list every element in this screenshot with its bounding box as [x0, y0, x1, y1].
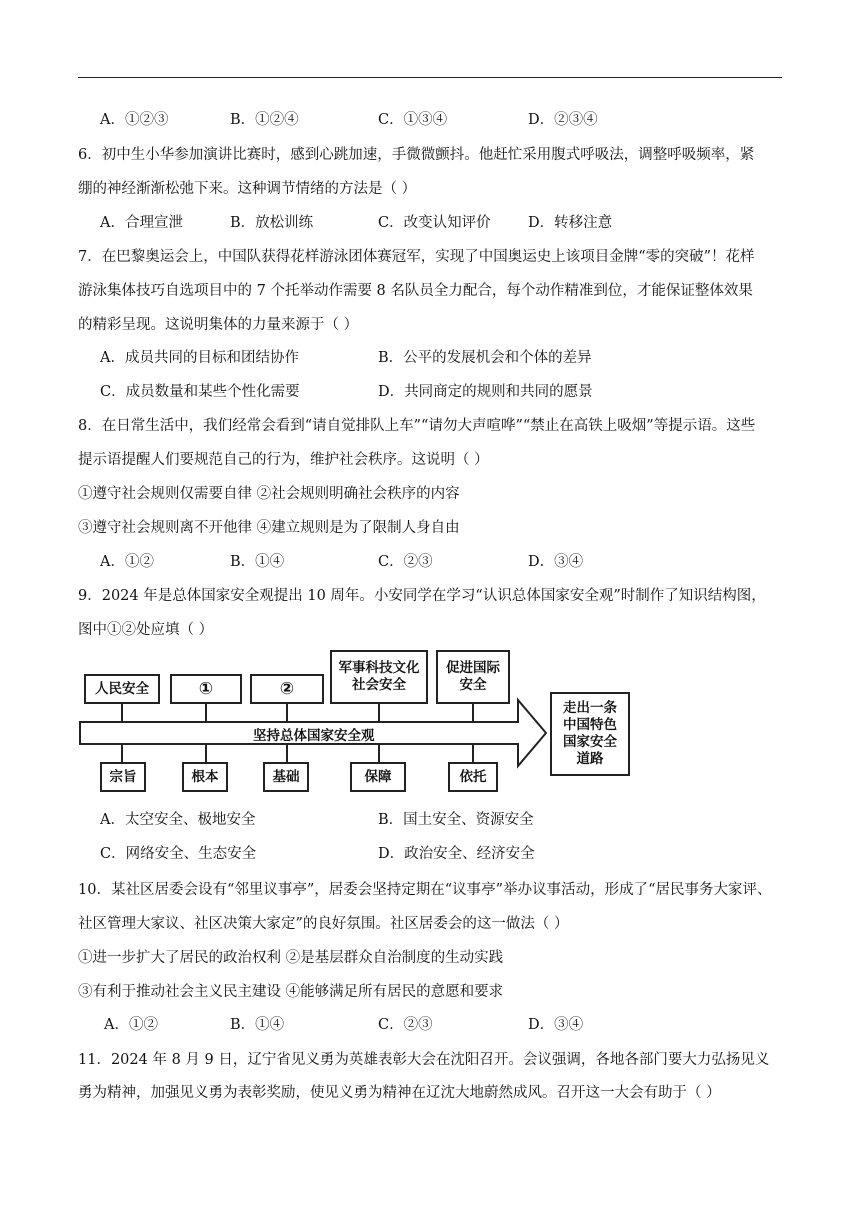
q6-option-a[interactable]: A．合理宣泄 [100, 215, 183, 231]
q9-option-a[interactable]: A．太空安全、极地安全 [100, 812, 256, 828]
q7-option-a[interactable]: A．成员共同的目标和团结协作 [100, 350, 299, 366]
q10-statements-2: ③有利于推动社会主义民主建设 ④能够满足所有居民的意愿和要求 [78, 984, 504, 1000]
arrow-label: 坚持总体国家安全观 [253, 728, 375, 744]
q7-option-d[interactable]: D．共同商定的规则和共同的愿景 [378, 384, 593, 400]
top-box-people-security: 人民安全 [84, 674, 160, 704]
q10-option-d[interactable]: D．③④ [528, 1017, 584, 1033]
result-line3: 国家安全 [563, 734, 617, 750]
top-box-5-line1: 促进国际 [446, 660, 500, 676]
bottom-stem-2 [205, 744, 207, 762]
q10-option-a[interactable]: A．①② [104, 1017, 158, 1033]
q9-option-b[interactable]: B．国土安全、资源安全 [378, 812, 534, 828]
top-box-blank-1: ① [170, 674, 242, 704]
top-box-4-line1: 军事科技文化 [338, 660, 420, 676]
top-stem-5 [472, 704, 474, 722]
bottom-box-basis: 基础 [263, 762, 309, 792]
q10-statements-1: ①进一步扩大了居民的政治权利 ②是基层群众自治制度的生动实践 [78, 950, 504, 966]
q8-option-a[interactable]: A．①② [100, 554, 154, 570]
top-box-5-line2: 安全 [459, 677, 487, 693]
top-stem-1 [121, 704, 123, 722]
q8-statements-2: ③遵守社会规则离不开他律 ④建立规则是为了限制人身自由 [78, 520, 460, 536]
q6-option-c[interactable]: C．改变认知评价 [378, 215, 491, 231]
q6-option-d[interactable]: D．转移注意 [528, 215, 613, 231]
q7-stem-line3: 的精彩呈现。这说明集体的力量来源于（ ） [78, 317, 359, 333]
q7-option-c[interactable]: C．成员数量和某些个性化需要 [100, 384, 300, 400]
q5-option-a[interactable]: A．①②③ [100, 112, 169, 128]
result-line1: 走出一条 [563, 700, 617, 716]
top-stem-3 [286, 704, 288, 722]
q8-option-b[interactable]: B．①④ [230, 554, 285, 570]
q6-stem-line2: 绷的神经渐渐松弛下来。这种调节情绪的方法是（ ） [78, 181, 417, 197]
top-stem-2 [205, 704, 207, 722]
q9-stem-line1: 9．2024 年是总体国家安全观提出 10 周年。小安同学在学习“认识总体国家安全观”时制作了知识结构图， [78, 588, 766, 604]
bottom-box-guarantee: 保障 [350, 762, 406, 792]
header-rule [78, 77, 782, 78]
q11-stem-line1: 11．2024 年 8 月 9 日，辽宁省见义勇为英雄表彰大会在沈阳召开。会议强调，各地各部门要大力弘扬见义 [78, 1052, 770, 1068]
q9-option-c[interactable]: C．网络安全、生态安全 [100, 846, 257, 862]
q6-option-b[interactable]: B．放松训练 [230, 215, 314, 231]
bottom-box-purpose: 宗旨 [100, 762, 146, 792]
bottom-stem-1 [121, 744, 123, 762]
q10-stem-line2: 社区管理大家议、社区决策大家定”的良好氛围。社区居委会的这一做法（ ） [78, 916, 569, 932]
bottom-stem-5 [472, 744, 474, 762]
top-box-4-line2: 社会安全 [352, 677, 406, 693]
q5-option-c[interactable]: C．①③④ [378, 112, 448, 128]
q5-option-b[interactable]: B．①②④ [230, 112, 299, 128]
q8-stem-line2: 提示语提醒人们要规范自己的行为，维护社会秩序。这说明（ ） [78, 452, 489, 468]
bottom-box-support: 依托 [448, 762, 498, 792]
top-box-blank-2: ② [250, 674, 324, 704]
q10-stem-line1: 10．某社区居委会设有“邻里议事亭”，居委会坚持定期在“议事亭”举办议事活动，形成了“居民事务大家评、 [78, 882, 772, 898]
knowledge-structure-diagram [78, 648, 638, 798]
bottom-box-foundation: 根本 [182, 762, 228, 792]
result-line4: 道路 [576, 751, 604, 767]
q6-stem-line1: 6．初中生小华参加演讲比赛时，感到心跳加速，手微微颤抖。他赶忙采用腹式呼吸法，调整呼吸频率，紧 [78, 147, 755, 163]
top-stem-4 [378, 704, 380, 722]
q8-option-c[interactable]: C．②③ [378, 554, 433, 570]
bottom-stem-4 [378, 744, 380, 762]
q7-stem-line1: 7．在巴黎奥运会上，中国队获得花样游泳团体赛冠军，实现了中国奥运史上该项目金牌“零的突破”！花样 [78, 249, 755, 265]
q7-option-b[interactable]: B．公平的发展机会和个体的差异 [378, 350, 592, 366]
q8-statements-1: ①遵守社会规则仅需要自律 ②社会规则明确社会秩序的内容 [78, 486, 460, 502]
top-box-military-tech-culture-society [330, 650, 428, 704]
result-line2: 中国特色 [563, 717, 617, 733]
q5-option-d[interactable]: D．②③④ [528, 112, 598, 128]
result-box [550, 692, 630, 776]
q10-option-c[interactable]: C．②③ [378, 1017, 433, 1033]
q9-stem-line2: 图中①②处应填（ ） [78, 622, 214, 638]
q11-stem-line2: 勇为精神，加强见义勇为表彰奖励，使见义勇为精神在辽沈大地蔚然成风。召开这一大会有助于（ ） [78, 1085, 721, 1101]
q8-option-d[interactable]: D．③④ [528, 554, 584, 570]
q9-option-d[interactable]: D．政治安全、经济安全 [378, 846, 535, 862]
bottom-stem-3 [286, 744, 288, 762]
q10-option-b[interactable]: B．①④ [230, 1017, 285, 1033]
q7-stem-line2: 游泳集体技巧自选项目中的 7 个托举动作需要 8 名队员全力配合，每个动作精准到位，才能保证整体效果 [78, 283, 753, 299]
top-box-international-security [436, 650, 510, 704]
q8-stem-line1: 8．在日常生活中，我们经常会看到“请自觉排队上车”“请勿大声喧哗”“禁止在高铁上吸烟”等提示语。这些 [78, 418, 756, 434]
